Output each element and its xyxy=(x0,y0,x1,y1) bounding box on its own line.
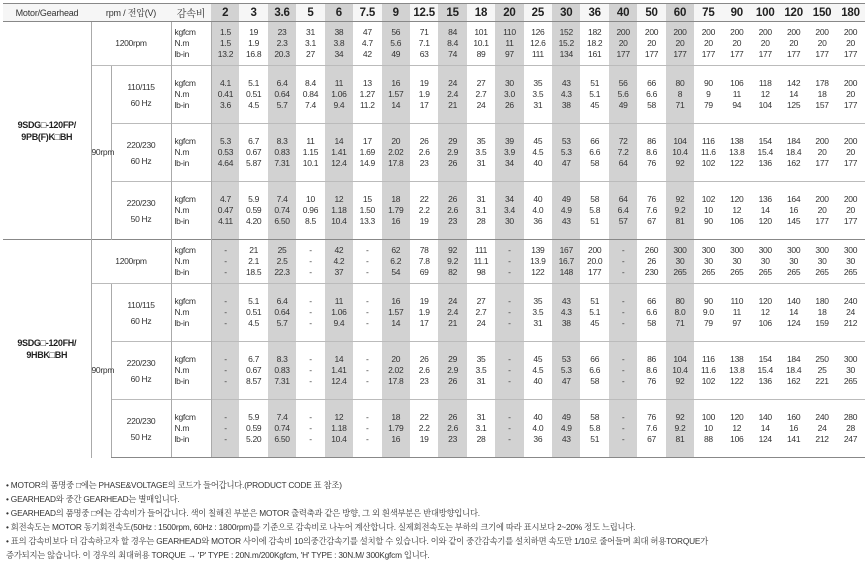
torque-value-cell: 200 20 177 xyxy=(637,22,665,66)
ratio-header-cell: 9 xyxy=(382,4,410,22)
rpm-cell: 1200rpm xyxy=(91,22,171,66)
torque-value-cell: 92 9.2 81 xyxy=(666,182,694,240)
unit-labels-cell: kgfcm N.m lb-in xyxy=(171,66,211,124)
torque-value-cell: 29 2.9 26 xyxy=(438,124,466,182)
voltage-frequency-cell: 220/230 50 Hz xyxy=(111,182,171,240)
ratio-header-cell: 90 xyxy=(723,4,751,22)
torque-value-cell: 140 14 124 xyxy=(779,284,807,342)
torque-value-cell: 58 5.8 51 xyxy=(580,400,608,458)
torque-value-cell: 110 11 97 xyxy=(495,22,523,66)
voltage-frequency-cell: 220/230 60 Hz xyxy=(111,124,171,182)
torque-value-cell: 8.4 0.84 7.4 xyxy=(296,66,324,124)
torque-value-cell: 13 1.27 11.2 xyxy=(353,66,381,124)
torque-value-cell: 200 20 177 xyxy=(808,22,836,66)
ratio-header-cell: 50 xyxy=(637,4,665,22)
torque-value-cell: 12 1.18 10.4 xyxy=(325,400,353,458)
header-ratio: 감속비 xyxy=(171,4,211,22)
torque-value-cell: - - - xyxy=(353,400,381,458)
torque-value-cell: 184 18.4 162 xyxy=(779,124,807,182)
torque-value-cell: 45 4.5 40 xyxy=(524,342,552,400)
torque-value-cell: - - - xyxy=(211,342,239,400)
torque-value-cell: - - - xyxy=(495,284,523,342)
torque-value-cell: 16 1.57 14 xyxy=(382,284,410,342)
torque-value-cell: 4.7 0.47 4.11 xyxy=(211,182,239,240)
torque-value-cell: 38 3.8 34 xyxy=(325,22,353,66)
torque-value-cell: 30 3.0 26 xyxy=(495,66,523,124)
unit-labels-cell: kgfcm N.m lb-in xyxy=(171,124,211,182)
torque-value-cell: 43 4.3 38 xyxy=(552,66,580,124)
torque-value-cell: 80 8.0 71 xyxy=(666,284,694,342)
torque-value-cell: 6.7 0.67 8.57 xyxy=(239,342,267,400)
torque-value-cell: 140 14 124 xyxy=(751,400,779,458)
torque-value-cell: 19 1.9 17 xyxy=(410,284,438,342)
torque-value-cell: 138 13.8 122 xyxy=(723,342,751,400)
torque-value-cell: 160 16 141 xyxy=(779,400,807,458)
torque-value-cell: 53 5.3 47 xyxy=(552,124,580,182)
torque-value-cell: 66 6.6 58 xyxy=(580,342,608,400)
torque-value-cell: 21 2.1 18.5 xyxy=(239,240,267,284)
torque-value-cell: 142 14 125 xyxy=(779,66,807,124)
torque-value-cell: 300 30 265 xyxy=(836,342,864,400)
torque-value-cell: 120 12 106 xyxy=(723,182,751,240)
table-body xyxy=(3,22,865,458)
torque-value-cell: - - - xyxy=(296,400,324,458)
torque-value-cell: 14 1.41 12.4 xyxy=(325,124,353,182)
torque-value-cell: 42 4.2 37 xyxy=(325,240,353,284)
torque-value-cell: 86 8.6 76 xyxy=(637,124,665,182)
torque-value-cell: 76 7.6 67 xyxy=(637,182,665,240)
torque-value-cell: 35 3.5 31 xyxy=(467,342,495,400)
table-row xyxy=(3,284,865,342)
torque-value-cell: 51 5.1 45 xyxy=(580,66,608,124)
table-row xyxy=(3,400,865,458)
torque-value-cell: 26 2.6 23 xyxy=(410,124,438,182)
torque-value-cell: 6.7 0.67 5.87 xyxy=(239,124,267,182)
torque-value-cell: 66 6.6 58 xyxy=(580,124,608,182)
torque-value-cell: 154 15.4 136 xyxy=(751,124,779,182)
torque-value-cell: 104 10.4 92 xyxy=(666,124,694,182)
torque-value-cell: 22 2.2 19 xyxy=(410,182,438,240)
torque-value-cell: 35 3.5 31 xyxy=(524,284,552,342)
torque-value-cell: - - - xyxy=(609,284,637,342)
torque-value-cell: 200 20 177 xyxy=(779,22,807,66)
torque-value-cell: 26 2.6 23 xyxy=(410,342,438,400)
torque-value-cell: 19 1.9 16.8 xyxy=(239,22,267,66)
torque-value-cell: 240 24 212 xyxy=(808,400,836,458)
unit-labels-cell: kgfcm N.m lb-in xyxy=(171,284,211,342)
voltage-frequency-cell: 220/230 50 Hz xyxy=(111,400,171,458)
torque-value-cell: - - - xyxy=(609,342,637,400)
torque-value-cell: 40 4.0 36 xyxy=(524,400,552,458)
torque-value-cell: - - - xyxy=(353,240,381,284)
unit-labels-cell: kgfcm N.m lb-in xyxy=(171,22,211,66)
torque-value-cell: 184 18.4 162 xyxy=(779,342,807,400)
rpm-cell: 90rpm xyxy=(91,66,111,240)
ratio-header-cell: 36 xyxy=(580,4,608,22)
torque-value-cell: 6.4 0.64 5.7 xyxy=(268,66,296,124)
torque-value-cell: 20 2.02 17.8 xyxy=(382,124,410,182)
table-row xyxy=(3,342,865,400)
torque-value-cell: 31 3.1 28 xyxy=(467,182,495,240)
torque-value-cell: 300 30 265 xyxy=(836,240,864,284)
torque-value-cell: 29 2.9 26 xyxy=(438,342,466,400)
torque-value-cell: 200 20 177 xyxy=(808,124,836,182)
ratio-header-cell: 6 xyxy=(325,4,353,22)
table-row xyxy=(3,240,865,284)
torque-value-cell: 300 30 265 xyxy=(779,240,807,284)
torque-value-cell: 11 1.15 10.1 xyxy=(296,124,324,182)
torque-value-cell: 111 11.1 98 xyxy=(467,240,495,284)
rpm-cell: 1200rpm xyxy=(91,240,171,284)
ratio-header-cell: 75 xyxy=(694,4,722,22)
torque-value-cell: - - - xyxy=(495,342,523,400)
torque-value-cell: 164 16 145 xyxy=(779,182,807,240)
torque-value-cell: 76 7.6 67 xyxy=(637,400,665,458)
torque-value-cell: - - - xyxy=(495,240,523,284)
ratio-header-cell: 12.5 xyxy=(410,4,438,22)
torque-value-cell: 17 1.69 14.9 xyxy=(353,124,381,182)
torque-value-cell: 152 15.2 134 xyxy=(552,22,580,66)
torque-value-cell: 12 1.18 10.4 xyxy=(325,182,353,240)
torque-value-cell: 86 8.6 76 xyxy=(637,342,665,400)
ratio-header-cell: 3.6 xyxy=(268,4,296,22)
torque-value-cell: 80 8 71 xyxy=(666,66,694,124)
torque-value-cell: 126 12.6 111 xyxy=(524,22,552,66)
ratio-header-cell: 180 xyxy=(836,4,864,22)
torque-value-cell: 200 20 177 xyxy=(836,22,864,66)
torque-value-cell: 106 11 94 xyxy=(723,66,751,124)
torque-value-cell: 300 30 265 xyxy=(808,240,836,284)
torque-value-cell: - - - xyxy=(609,400,637,458)
model-name-cell: 9SDG□-120FH/ 9HBK□BH xyxy=(3,240,91,458)
torque-value-cell: - - - xyxy=(211,284,239,342)
torque-value-cell: - - - xyxy=(296,284,324,342)
torque-value-cell: 4.1 0.41 3.6 xyxy=(211,66,239,124)
torque-value-cell: 154 15.4 136 xyxy=(751,342,779,400)
table-row xyxy=(3,66,865,124)
torque-value-cell: 18 1.79 16 xyxy=(382,400,410,458)
torque-value-cell: 49 4.9 43 xyxy=(552,182,580,240)
table-header-row xyxy=(3,4,865,22)
torque-value-cell: 200 20 177 xyxy=(666,22,694,66)
torque-value-cell: 102 10 90 xyxy=(694,182,722,240)
torque-value-cell: 8.3 0.83 7.31 xyxy=(268,342,296,400)
unit-labels-cell: kgfcm N.m lb-in xyxy=(171,342,211,400)
torque-value-cell: 40 4.0 36 xyxy=(524,182,552,240)
table-row xyxy=(3,22,865,66)
torque-value-cell: 34 3.4 30 xyxy=(495,182,523,240)
table-row xyxy=(3,182,865,240)
torque-value-cell: 200 20 177 xyxy=(808,182,836,240)
torque-value-cell: 200 20 177 xyxy=(836,66,864,124)
torque-value-cell: 78 7.8 69 xyxy=(410,240,438,284)
torque-value-cell: 43 4.3 38 xyxy=(552,284,580,342)
torque-value-cell: 39 3.9 34 xyxy=(495,124,523,182)
voltage-frequency-cell: 110/115 60 Hz xyxy=(111,66,171,124)
note-line: • 회전속도는 MOTOR 동기회전속도(50Hz : 1500rpm, 60Hz : 1800rpm)를 기준으로 감속비로 나누어 계산합니다. 실제회전속도는 부하의 크기에 따라 표시보다 2~20% 정도 느립니다. xyxy=(6,522,636,532)
torque-value-cell: - - - xyxy=(296,342,324,400)
torque-value-cell: 300 30 265 xyxy=(694,240,722,284)
ratio-header-cell: 18 xyxy=(467,4,495,22)
torque-value-cell: 200 20.0 177 xyxy=(580,240,608,284)
torque-value-cell: 178 18 157 xyxy=(808,66,836,124)
torque-spec-table xyxy=(3,3,865,458)
torque-value-cell: 120 12 106 xyxy=(751,284,779,342)
ratio-header-cell: 15 xyxy=(438,4,466,22)
torque-value-cell: 260 26 230 xyxy=(637,240,665,284)
torque-value-cell: 20 2.02 17.8 xyxy=(382,342,410,400)
torque-value-cell: 35 3.5 31 xyxy=(467,124,495,182)
ratio-header-cell: 40 xyxy=(609,4,637,22)
torque-value-cell: 26 2.6 23 xyxy=(438,400,466,458)
torque-value-cell: 200 20 177 xyxy=(836,124,864,182)
torque-value-cell: 138 13.8 122 xyxy=(723,124,751,182)
note-line: • GEARHEAD의 품명중 □에는 감속비가 들어갑니다. 색이 칠해진 부분은 MOTOR 출력축과 같은 방향, 그 외 흰색부분은 반대방향입니다. xyxy=(6,508,480,518)
torque-value-cell: 64 6.4 57 xyxy=(609,182,637,240)
torque-value-cell: 250 25 221 xyxy=(808,342,836,400)
ratio-header-cell: 20 xyxy=(495,4,523,22)
torque-value-cell: 35 3.5 31 xyxy=(524,66,552,124)
ratio-header-cell: 150 xyxy=(808,4,836,22)
rpm-cell: 90rpm xyxy=(91,284,111,458)
torque-value-cell: 300 30 265 xyxy=(666,240,694,284)
torque-value-cell: 84 8.4 74 xyxy=(438,22,466,66)
torque-value-cell: 18 1.79 16 xyxy=(382,182,410,240)
unit-labels-cell: kgfcm N.m lb-in xyxy=(171,240,211,284)
torque-value-cell: 240 24 212 xyxy=(836,284,864,342)
torque-value-cell: 300 30 265 xyxy=(723,240,751,284)
note-line: 증가되지는 않습니다. 이 경우의 최대허용 TORQUE → 'P' TYPE : 20N.m/200Kgfcm, 'H' TYPE : 30N.M/ 300Kgfcm 입니다. xyxy=(6,550,430,560)
torque-value-cell: 15 1.50 13.3 xyxy=(353,182,381,240)
torque-value-cell: 56 5.6 49 xyxy=(609,66,637,124)
torque-value-cell: 6.4 0.64 5.7 xyxy=(268,284,296,342)
torque-value-cell: 11 1.06 9.4 xyxy=(325,66,353,124)
torque-value-cell: 92 9.2 81 xyxy=(666,400,694,458)
voltage-frequency-cell: 110/115 60 Hz xyxy=(111,284,171,342)
torque-value-cell: 200 20 177 xyxy=(751,22,779,66)
torque-value-cell: 26 2.6 23 xyxy=(438,182,466,240)
note-line: • 표의 감속비보다 더 감속하고자 할 경우는 GEARHEAD와 MOTOR 사이에 감속비 10의중간감속기를 설치할 수 있습니다. 이와 같이 중간감속기를 설치하면 속도만 1/10로 줄어들며 최대 허용TORQUE가 xyxy=(6,536,709,546)
torque-value-cell: 180 18 159 xyxy=(808,284,836,342)
torque-value-cell: 118 12 104 xyxy=(751,66,779,124)
torque-value-cell: 72 7.2 64 xyxy=(609,124,637,182)
ratio-header-cell: 5 xyxy=(296,4,324,22)
torque-value-cell: 66 6.6 58 xyxy=(637,66,665,124)
ratio-header-cell: 7.5 xyxy=(353,4,381,22)
ratio-header-cell: 60 xyxy=(666,4,694,22)
notes-section xyxy=(6,478,856,562)
note-line: • GEARHEAD와 중간 GEARHEAD는 별매입니다. xyxy=(6,494,180,504)
torque-value-cell: 104 10.4 92 xyxy=(666,342,694,400)
torque-value-cell: 200 20 177 xyxy=(723,22,751,66)
torque-value-cell: - - - xyxy=(211,400,239,458)
torque-value-cell: 53 5.3 47 xyxy=(552,342,580,400)
ratio-header-cell: 25 xyxy=(524,4,552,22)
torque-value-cell: 49 4.9 43 xyxy=(552,400,580,458)
torque-value-cell: 16 1.57 14 xyxy=(382,66,410,124)
ratio-header-cell: 3 xyxy=(239,4,267,22)
voltage-frequency-cell: 220/230 60 Hz xyxy=(111,342,171,400)
torque-value-cell: 11 1.06 9.4 xyxy=(325,284,353,342)
note-line: • MOTOR의 품명중 □에는 PHASE&VOLTAGE의 코드가 들어갑니다.(PRODUCT CODE 표 참조) xyxy=(6,480,342,490)
torque-value-cell: 66 6.6 58 xyxy=(637,284,665,342)
torque-value-cell: 56 5.6 49 xyxy=(382,22,410,66)
torque-value-cell: 31 3.1 28 xyxy=(467,400,495,458)
ratio-header-cell: 100 xyxy=(751,4,779,22)
torque-value-cell: 23 2.3 20.3 xyxy=(268,22,296,66)
torque-value-cell: 110 11 97 xyxy=(723,284,751,342)
torque-value-cell: 5.9 0.59 4.20 xyxy=(239,182,267,240)
ratio-header-cell: 120 xyxy=(779,4,807,22)
table-row xyxy=(3,124,865,182)
unit-labels-cell: kgfcm N.m lb-in xyxy=(171,400,211,458)
torque-value-cell: 5.1 0.51 4.5 xyxy=(239,284,267,342)
torque-value-cell: 300 30 265 xyxy=(751,240,779,284)
ratio-header-cell: 30 xyxy=(552,4,580,22)
torque-value-cell: - - - xyxy=(296,240,324,284)
ratio-header-cell: 2 xyxy=(211,4,239,22)
torque-value-cell: 5.1 0.51 4.5 xyxy=(239,66,267,124)
torque-value-cell: 22 2.2 19 xyxy=(410,400,438,458)
torque-value-cell: 100 10 88 xyxy=(694,400,722,458)
spec-table-container xyxy=(3,3,860,560)
torque-value-cell: 27 2.7 24 xyxy=(467,66,495,124)
torque-value-cell: 58 5.8 51 xyxy=(580,182,608,240)
header-model: Motor/Gearhead xyxy=(3,4,91,22)
torque-value-cell: 116 11.6 102 xyxy=(694,124,722,182)
torque-value-cell: 120 12 106 xyxy=(723,400,751,458)
torque-value-cell: - - - xyxy=(353,284,381,342)
model-name-cell: 9SDG□-120FP/ 9PB(F)K□BH xyxy=(3,22,91,240)
torque-value-cell: 7.4 0.74 6.50 xyxy=(268,400,296,458)
torque-value-cell: - - - xyxy=(353,342,381,400)
torque-value-cell: 24 2.4 21 xyxy=(438,66,466,124)
torque-value-cell: 24 2.4 21 xyxy=(438,284,466,342)
torque-value-cell: 47 4.7 42 xyxy=(353,22,381,66)
torque-value-cell: - - - xyxy=(211,240,239,284)
torque-value-cell: 5.3 0.53 4.64 xyxy=(211,124,239,182)
torque-value-cell: 139 13.9 122 xyxy=(524,240,552,284)
torque-value-cell: 8.3 0.83 7.31 xyxy=(268,124,296,182)
torque-value-cell: 51 5.1 45 xyxy=(580,284,608,342)
torque-value-cell: - - - xyxy=(609,240,637,284)
torque-value-cell: 31 3.1 27 xyxy=(296,22,324,66)
torque-value-cell: 200 20 177 xyxy=(836,182,864,240)
torque-value-cell: 10 0.96 8.5 xyxy=(296,182,324,240)
torque-value-cell: 19 1.9 17 xyxy=(410,66,438,124)
torque-value-cell: 25 2.5 22.3 xyxy=(268,240,296,284)
torque-value-cell: 116 11.6 102 xyxy=(694,342,722,400)
torque-value-cell: 167 16.7 148 xyxy=(552,240,580,284)
torque-value-cell: 90 9.0 79 xyxy=(694,284,722,342)
header-rpm-voltage: rpm / 전압(V) xyxy=(91,4,171,22)
torque-value-cell: 45 4.5 40 xyxy=(524,124,552,182)
torque-value-cell: 1.5 1.5 13.2 xyxy=(211,22,239,66)
torque-value-cell: 71 7.1 63 xyxy=(410,22,438,66)
torque-value-cell: 27 2.7 24 xyxy=(467,284,495,342)
torque-value-cell: 182 18.2 161 xyxy=(580,22,608,66)
torque-value-cell: 62 6.2 54 xyxy=(382,240,410,284)
unit-labels-cell: kgfcm N.m lb-in xyxy=(171,182,211,240)
torque-value-cell: 7.4 0.74 6.50 xyxy=(268,182,296,240)
torque-value-cell: 136 14 120 xyxy=(751,182,779,240)
torque-value-cell: 92 9.2 82 xyxy=(438,240,466,284)
torque-value-cell: 200 20 177 xyxy=(694,22,722,66)
torque-value-cell: 101 10.1 89 xyxy=(467,22,495,66)
torque-value-cell: 90 9 79 xyxy=(694,66,722,124)
torque-value-cell: 200 20 177 xyxy=(609,22,637,66)
torque-value-cell: 14 1.41 12.4 xyxy=(325,342,353,400)
torque-value-cell: 5.9 0.59 5.20 xyxy=(239,400,267,458)
torque-value-cell: 280 28 247 xyxy=(836,400,864,458)
torque-value-cell: - - - xyxy=(495,400,523,458)
